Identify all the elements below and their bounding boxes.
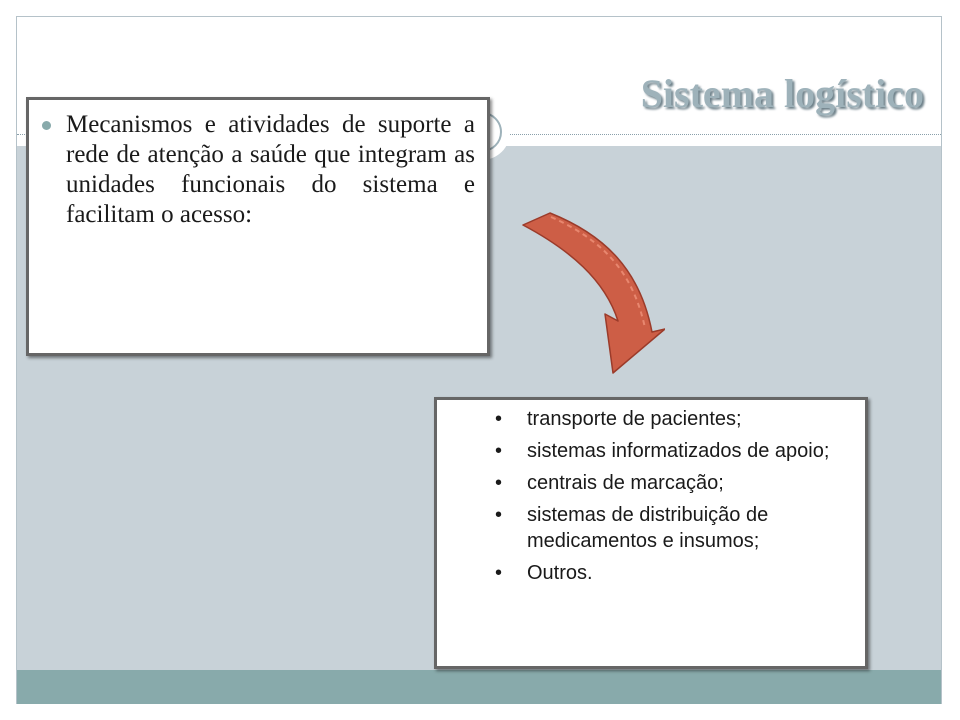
- list-item: [437, 406, 855, 432]
- curved-arrow-down-icon: [515, 210, 665, 375]
- list-item-text: sistemas de distribuição de medicamentos e insumos;: [527, 504, 769, 552]
- description-box: [26, 97, 490, 356]
- description-text: Mecanismos e atividades de suporte a rede de atenção a saúde que integram as unidades funcionais do sistema e facilitam o acesso:: [66, 111, 475, 228]
- list-item: [437, 470, 855, 496]
- list-item-text: sistemas informatizados de apoio;: [527, 440, 830, 462]
- bullet-glyph: •: [495, 504, 503, 526]
- bullet-glyph: •: [495, 440, 503, 462]
- list-item: [437, 502, 855, 554]
- description-list: [29, 100, 487, 230]
- examples-box: [434, 397, 868, 669]
- slide-title: Sistema logístico: [640, 71, 924, 116]
- list-item-text: centrais de marcação;: [527, 472, 724, 494]
- bullet-glyph: •: [495, 408, 503, 430]
- list-item-text: transporte de pacientes;: [527, 408, 742, 430]
- bullet-glyph: •: [495, 562, 503, 584]
- list-item: [437, 560, 855, 586]
- list-item: [437, 438, 855, 464]
- examples-list: [437, 400, 865, 586]
- description-item: [39, 110, 475, 230]
- bullet-icon: [42, 121, 51, 130]
- list-item-text: Outros.: [527, 562, 593, 584]
- slide-footer-band: [17, 670, 941, 704]
- bullet-glyph: •: [495, 472, 503, 494]
